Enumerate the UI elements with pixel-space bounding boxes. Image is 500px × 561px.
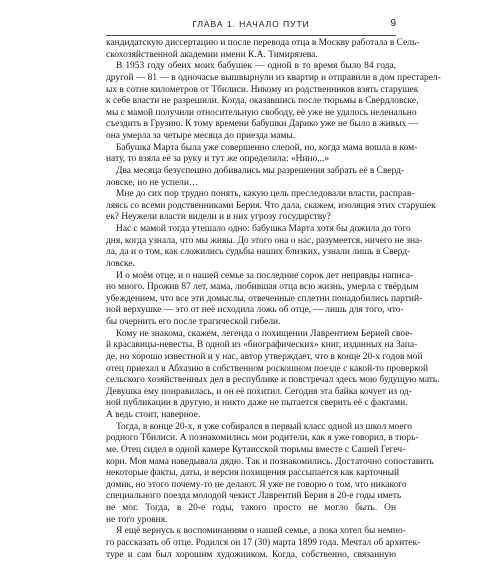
body-text xyxy=(106,38,396,561)
text-line: она умерла за четыре месяца до приезда мамы. xyxy=(106,131,396,143)
text-line: де, но хорошо известной и у нас, автор утверждает, что в конце 20-х годов мой xyxy=(106,352,396,364)
text-line: но много. Прожив 87 лет, мама, любившая отца всю жизнь, умерла с твёрдым xyxy=(106,282,396,294)
text-line: й красавицы-невесты. В одной из «биографических» книг, изданных на Запа- xyxy=(106,340,396,352)
text-line: кандидатскую диссертацию и после перевода отца в Москву работала в Сель- xyxy=(106,38,396,50)
text-line: Тогда, в конце 20-х, я уже собирался в первый класс одной из школ моего xyxy=(106,422,396,434)
text-line: кори. Моя мама наведывала дядю. Так и познакомились. Достаточно сопоставить xyxy=(106,457,396,469)
text-line: бы очернить его после трагической гибели. xyxy=(106,317,396,329)
text-line: Два месяца безуспешно добивались мы разрешения забрать её в Сверд- xyxy=(106,166,396,178)
page-number: 9 xyxy=(390,18,396,30)
text-line: ляясь со всеми родственниками Берия. Что дала, скажем, изоляция этих старушек xyxy=(106,201,396,213)
text-line: Бабушка Марта была уже совершенно слепой, но, когда мама вошла в ком- xyxy=(106,143,396,155)
text-line: А ведь стоит, наверное. xyxy=(106,410,396,422)
text-line: не того уровня. xyxy=(106,515,396,527)
text-line: сельского хозяйственных дел в республике и повстречал здесь мою будущую мать. xyxy=(106,375,396,387)
running-head xyxy=(106,18,396,32)
text-line: Кому не знакома, скажем, легенда о похищении Лаврентием Берией свое- xyxy=(106,329,396,341)
text-line: родного Тбилиси. А познакомились мои родители, как я уже говорил, в тюрь- xyxy=(106,433,396,445)
text-line: Нас с мамой тогда утешало одно: бабушка Марта хотя бы дожила до того xyxy=(106,224,396,236)
text-line: ловске, но не успели… xyxy=(106,178,396,190)
text-line: другой — 81 — в одночасье вышвырнули из квартир и отправили в дом престарел- xyxy=(106,73,396,85)
chapter-running-title: ГЛАВА 1. НАЧАЛО ПУТИ xyxy=(106,18,396,30)
text-line: В 1953 году обеих моих бабушек — одной в то время было 84 года, xyxy=(106,61,396,73)
text-line: съездить в Грузию. К тому времени бабушки Дарико уже не было в живых — xyxy=(106,119,396,131)
text-line: дня, когда узнала, что мы живы. До этого она о нас, разумеется, ничего не зна- xyxy=(106,236,396,248)
text-line: Девушка ему понравилась, и он её похитил. Сегодня эта байка кочует из од- xyxy=(106,387,396,399)
text-line: скохозяйственной академии имени К.А. Тимирязева. xyxy=(106,50,396,62)
text-line: убеждением, что все эти домыслы, отвеченные сплетни понадобились партий- xyxy=(106,294,396,306)
text-line: ловске. xyxy=(106,259,396,271)
text-line: ме. Отец сидел в одной камере Кутаисской тюрьмы вместе с Сашей Гегеч- xyxy=(106,445,396,457)
text-line: отец приехал в Абхазию в собственном роскошном поезде с какой-то проверкой xyxy=(106,364,396,376)
text-line: Я ещё вернусь к воспоминаниям о нашей семье, а пока хотел бы немно- xyxy=(106,526,396,538)
text-line: ых в сотне километров от Тбилиси. Никому из родственников взять старушек xyxy=(106,85,396,97)
text-line: Мне до сих пор трудно понять, какую цель преследовали власти, расправ- xyxy=(106,189,396,201)
text-line: мы с мамой получили относительную свободу, её уже не удалось неленально xyxy=(106,108,396,120)
text-line: ек? Неужели власти видели и в них угрозу государству? xyxy=(106,212,396,224)
text-line: нату, то взяла её за руку и тут же определила: «Нино...» xyxy=(106,154,396,166)
text-line: специального поезда молодой чекист Лаврентий Берия в 20-е годы иметь xyxy=(106,491,396,503)
text-line: ла, да и о том, как сложились судьбы наших близких, узнали лишь в Сверд- xyxy=(106,247,396,259)
header-rule xyxy=(106,35,396,36)
text-line: домик, но этого почему-то не делают. Я уже не говорю о том, что никакого xyxy=(106,480,396,492)
text-line: не мог. Тогда, в 20-е годы, такого просто не могло быть. Он xyxy=(106,503,396,515)
text-line: ной верхушке — это от неё исходила ложь об отце, — лишь для того, что- xyxy=(106,305,396,317)
text-line: го рассказать об отце. Родился он 17 (30) марта 1899 года. Мечтал об архитек- xyxy=(106,538,396,550)
text-line: туре и сам был хорошим художником. Когда, собственно, связанную xyxy=(106,550,396,561)
text-line: к себе власти не разрешили. Когда, оказавшись после тюрьмы в Свердловске, xyxy=(106,96,396,108)
text-line: И о моём отце, и о нашей семье за последние сорок лет неправды написа- xyxy=(106,271,396,283)
text-line: некоторые факты, даты, и версия похищения рассыпается как карточный xyxy=(106,468,396,480)
text-line: ной публикации в другую, и никто даже не пытается сверить её с фактами. xyxy=(106,398,396,410)
